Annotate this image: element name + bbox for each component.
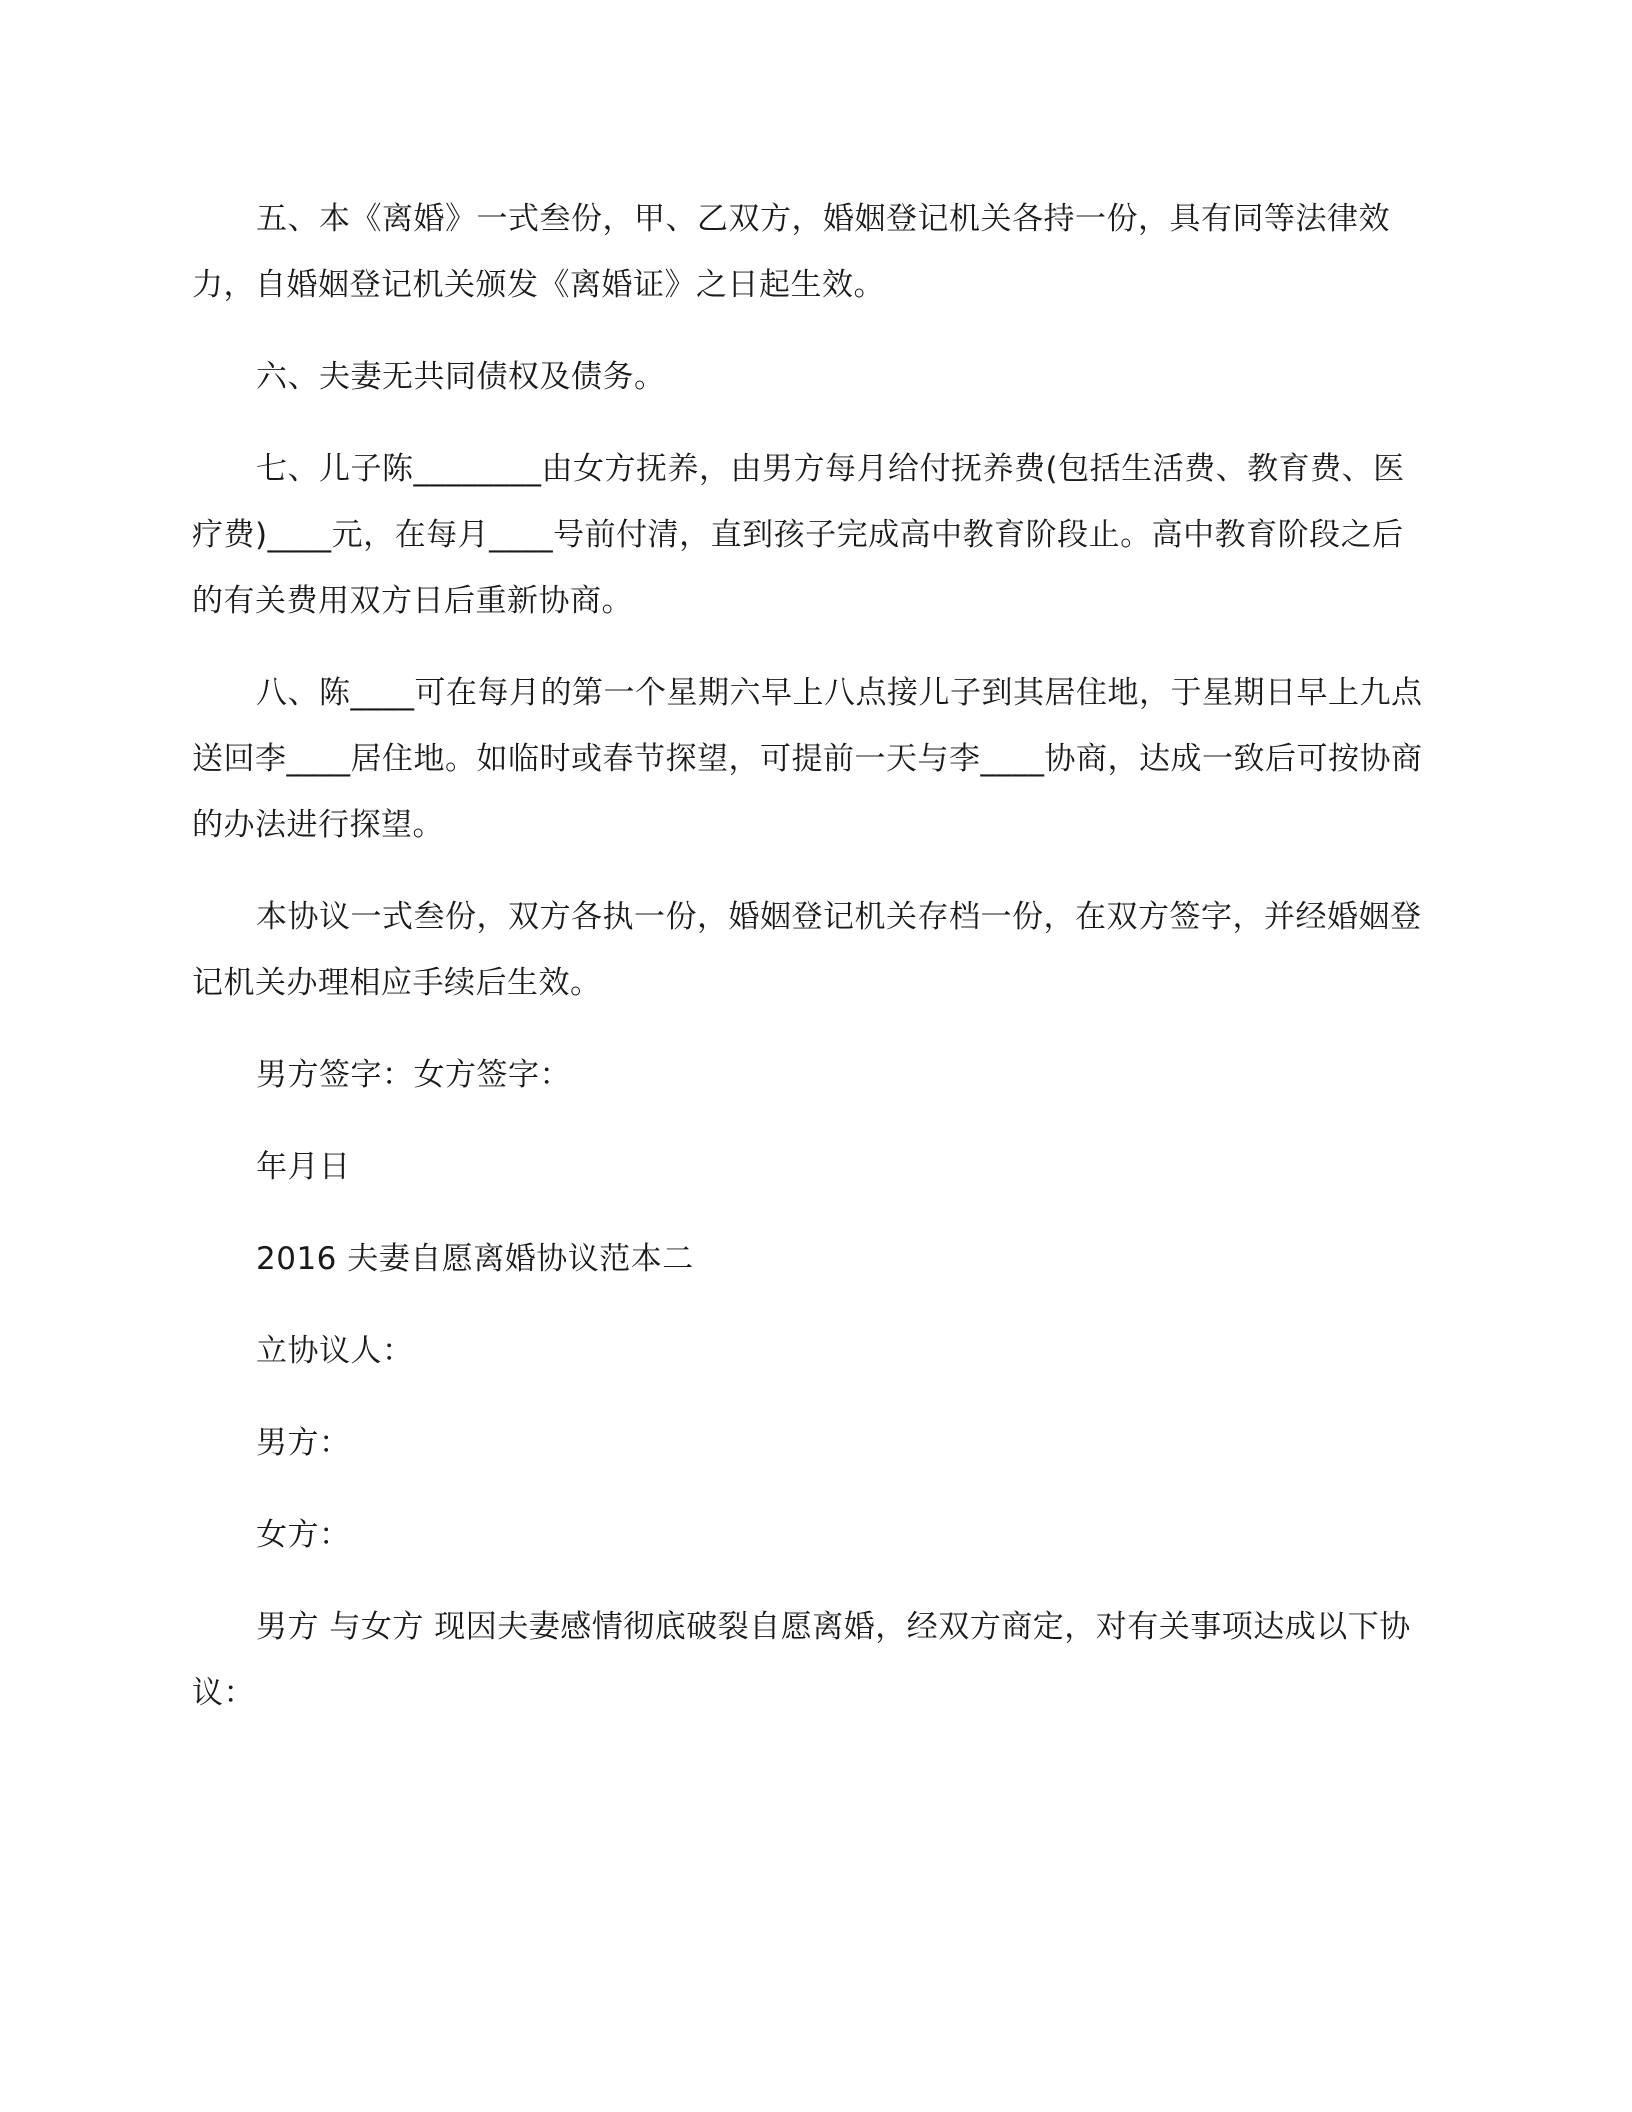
female-label: 女方： (256, 1517, 351, 1553)
document-body (192, 186, 1432, 1726)
agreement-validity: 本协议一式叁份，双方各执一份，婚姻登记机关存档一份，在双方签字，并经婚姻登记机关办理相应手续后生效。 (192, 899, 1422, 1001)
clause-seven: 七、儿子陈________由女方抚养，由男方每月给付抚养费(包括生活费、教育费、医疗费)____元，在每月____号前付清，直到孩子完成高中教育阶段止。高中教育阶段之后的有关费用双方日后重新协商。 (192, 451, 1405, 619)
signature-line: 男方签字：女方签字： (256, 1057, 571, 1093)
agreement-intro: 男方 与女方 现因夫妻感情彻底破裂自愿离婚，经双方商定，对有关事项达成以下协议： (192, 1609, 1411, 1711)
clause-six: 六、夫妻无共同债权及债务。 (256, 359, 666, 395)
date-line: 年月日 (256, 1149, 351, 1185)
clause-eight: 八、陈____可在每月的第一个星期六早上八点接儿子到其居住地，于星期日早上九点送回李____居住地。如临时或春节探望，可提前一天与李____协商，达成一致后可按协商的办法进行探望。 (192, 675, 1423, 843)
party-label: 立协议人： (256, 1333, 414, 1369)
sample-title: 2016 夫妻自愿离婚协议范本二 (256, 1241, 694, 1277)
clause-five: 五、本《离婚》一式叁份，甲、乙双方，婚姻登记机关各持一份，具有同等法律效力，自婚姻登记机关颁发《离婚证》之日起生效。 (192, 201, 1390, 303)
male-label: 男方： (256, 1425, 351, 1461)
